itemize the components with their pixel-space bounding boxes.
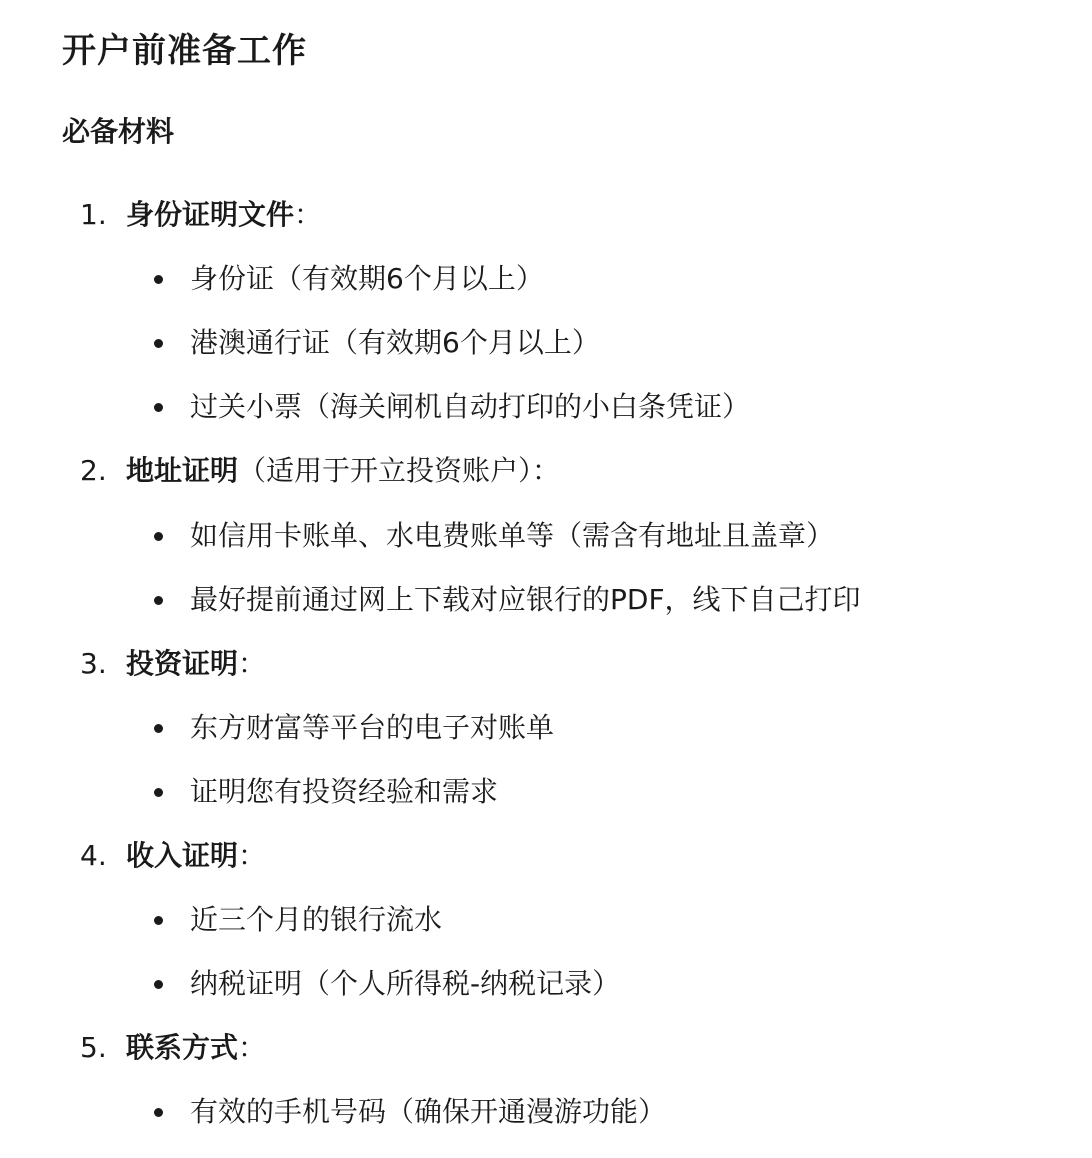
bullet-text: 身份证（有效期6个月以上） xyxy=(190,262,544,295)
bullet-icon xyxy=(154,724,163,733)
bullet-text: 纳税证明（个人所得税-纳税记录） xyxy=(190,967,621,1000)
item-heading xyxy=(126,836,266,876)
item-heading xyxy=(126,1028,266,1068)
item-number: 4. xyxy=(80,839,107,872)
item-number: 3. xyxy=(80,647,107,680)
item-heading xyxy=(126,195,322,235)
item-suffix: ： xyxy=(238,1031,267,1064)
bullet-text: 证明您有投资经验和需求 xyxy=(190,775,499,808)
bullet-icon xyxy=(154,403,163,412)
bullet-icon xyxy=(154,339,163,348)
item-suffix: ： xyxy=(238,839,267,872)
bullet-text: 如信用卡账单、水电费账单等（需含有地址且盖章） xyxy=(190,519,835,552)
item-heading xyxy=(126,644,266,684)
item-label: 地址证明 xyxy=(126,454,239,487)
item-label: 投资证明 xyxy=(126,647,239,680)
bullet-text: 最好提前通过网上下载对应银行的PDF，线下自己打印 xyxy=(190,583,861,616)
item-suffix: ： xyxy=(238,647,267,680)
bullet-icon xyxy=(154,275,163,284)
bullet-text: 近三个月的银行流水 xyxy=(190,903,443,936)
item-number: 5. xyxy=(80,1031,107,1064)
bullet-text: 过关小票（海关闸机自动打印的小白条凭证） xyxy=(190,390,751,423)
item-label: 联系方式 xyxy=(126,1031,239,1064)
section-heading: 必备材料 xyxy=(62,115,175,148)
item-label: 身份证明文件 xyxy=(126,198,295,231)
bullet-icon xyxy=(154,1108,163,1117)
bullet-text: 港澳通行证（有效期6个月以上） xyxy=(190,326,600,359)
bullet-icon xyxy=(154,532,163,541)
bullet-text: 东方财富等平台的电子对账单 xyxy=(190,711,555,744)
bullet-icon xyxy=(154,980,163,989)
bullet-icon xyxy=(154,916,163,925)
item-label: 收入证明 xyxy=(126,839,239,872)
bullet-icon xyxy=(154,596,163,605)
item-number: 2. xyxy=(80,454,107,487)
item-suffix: （适用于开立投资账户）： xyxy=(238,454,561,487)
bullet-icon xyxy=(154,788,163,797)
item-heading xyxy=(126,451,560,491)
bullet-text: 有效的手机号码（确保开通漫游功能） xyxy=(190,1095,667,1128)
page-title: 开户前准备工作 xyxy=(62,31,307,71)
item-number: 1. xyxy=(80,198,107,231)
item-suffix: ： xyxy=(294,198,323,231)
